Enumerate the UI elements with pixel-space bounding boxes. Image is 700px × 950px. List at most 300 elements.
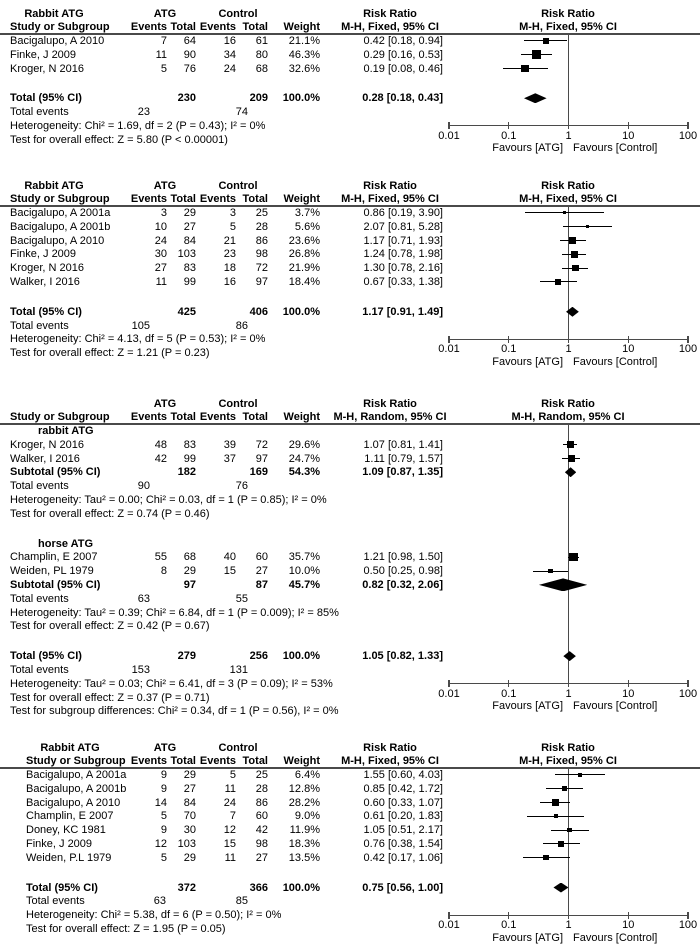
cell-value: 80 — [255, 48, 268, 61]
cell-value: 86 — [255, 234, 268, 247]
cell-value: 279 — [177, 650, 196, 663]
total-events-label: Total events — [26, 895, 85, 908]
cell-value: 24 — [223, 62, 236, 75]
effect-square — [562, 786, 567, 791]
cell-value: 5 — [229, 220, 236, 233]
summary-diamond — [524, 93, 547, 103]
column-header-weight: Weight — [283, 754, 320, 767]
study-row-label: Bacigalupo, A 2010 — [10, 234, 105, 247]
column-header-total: Total — [170, 410, 196, 423]
cell-value: 34 — [223, 48, 236, 61]
axis-tick-label: 0.1 — [501, 919, 517, 932]
axis-tick-label: 0.01 — [438, 129, 460, 142]
plot-title: Risk Ratio — [541, 398, 595, 410]
axis-tick-label: 100 — [678, 343, 698, 356]
column-group-atg: ATG — [153, 8, 177, 20]
cell-value: 45.7% — [288, 578, 320, 591]
cell-value: 26.8% — [288, 248, 320, 261]
effect-estimate-text: 1.05 [0.82, 1.33] — [362, 650, 443, 663]
cell-value: 8 — [160, 565, 167, 578]
cell-value: 64 — [183, 34, 196, 47]
cell-value: 9 — [160, 782, 167, 795]
axis-tick-label: 1 — [565, 687, 572, 700]
cell-value: 16 — [223, 275, 236, 288]
effect-estimate-text: 0.42 [0.18, 0.94] — [363, 34, 443, 47]
effect-square — [586, 225, 589, 228]
favours-label-right: Favours [Control] — [573, 931, 658, 944]
cell-value: 29 — [183, 565, 196, 578]
axis-tick-label: 10 — [622, 687, 635, 700]
column-header-study: Study or Subgroup — [10, 20, 110, 33]
center-line — [568, 33, 569, 126]
column-header-weight: Weight — [283, 192, 320, 205]
note-text: Test for overall effect: Z = 0.42 (P = 0.67) — [10, 620, 210, 633]
effect-square — [555, 279, 561, 285]
axis-tick — [628, 680, 629, 687]
column-header-events: Events — [130, 754, 167, 767]
total-row-label: Total (95% CI) — [10, 92, 82, 105]
study-row-label: Kroger, N 2016 — [10, 438, 84, 451]
effect-estimate-text: 1.21 [0.98, 1.50] — [363, 551, 443, 564]
effect-square — [563, 211, 566, 214]
column-header-study: Study or Subgroup — [10, 192, 110, 205]
axis-tick — [687, 336, 688, 343]
cell-value: 105 — [131, 319, 150, 332]
column-group-risk-ratio: Risk Ratio — [363, 742, 417, 754]
cell-value: 99 — [183, 452, 196, 465]
cell-value: 72 — [255, 438, 268, 451]
cell-value: 256 — [249, 650, 268, 663]
note-text: Heterogeneity: Chi² = 4.13, df = 5 (P = 0.53); I² = 0% — [10, 333, 266, 346]
cell-value: 97 — [255, 452, 268, 465]
cell-value: 9 — [160, 768, 167, 781]
effect-square — [569, 553, 577, 561]
axis-tick-label: 100 — [678, 687, 698, 700]
cell-value: 3.7% — [294, 206, 320, 219]
cell-value: 209 — [249, 92, 268, 105]
column-group-control: Control — [218, 180, 258, 192]
cell-value: 13.5% — [288, 851, 320, 864]
effect-estimate-text: 1.24 [0.78, 1.98] — [363, 248, 443, 261]
cell-value: 30 — [154, 248, 167, 261]
cell-value: 3 — [229, 206, 236, 219]
axis-tick-label: 0.01 — [438, 919, 460, 932]
total-events-label: Total events — [10, 480, 69, 493]
axis-tick — [508, 912, 509, 919]
summary-diamond — [563, 651, 576, 661]
study-row-label: Finke, J 2009 — [10, 48, 77, 61]
axis-tick — [448, 336, 449, 343]
column-header-weight: Weight — [283, 410, 320, 423]
effect-estimate-text: 1.30 [0.78, 2.16] — [363, 262, 443, 275]
cell-value: 90 — [137, 480, 150, 493]
cell-value: 182 — [177, 466, 196, 479]
study-row-label: Bacigalupo, A 2001b — [26, 782, 127, 795]
cell-value: 21.9% — [288, 262, 320, 275]
cell-value: 372 — [177, 881, 196, 894]
cell-value: 86 — [235, 319, 248, 332]
cell-value: 12.8% — [288, 782, 320, 795]
effect-estimate-text: 0.28 [0.18, 0.43] — [362, 92, 443, 105]
total-row-label: Subtotal (95% CI) — [10, 466, 101, 479]
column-header-total: Total — [170, 754, 196, 767]
cell-value: 28 — [255, 220, 268, 233]
column-header-method: M-H, Fixed, 95% CI — [341, 192, 439, 205]
effect-estimate-text: 0.82 [0.32, 2.06] — [362, 578, 443, 591]
axis-tick — [568, 122, 569, 129]
effect-estimate-text: 0.50 [0.25, 0.98] — [363, 565, 443, 578]
column-header-events: Events — [199, 20, 236, 33]
column-header-total: Total — [242, 192, 268, 205]
cell-value: 46.3% — [288, 48, 320, 61]
axis-tick-label: 10 — [622, 129, 635, 142]
cell-value: 10 — [154, 220, 167, 233]
axis-tick — [448, 122, 449, 129]
cell-value: 55 — [154, 551, 167, 564]
effect-square — [552, 799, 559, 806]
effect-square — [567, 828, 572, 833]
cell-value: 74 — [235, 106, 248, 119]
axis-tick — [448, 680, 449, 687]
axis-tick-label: 100 — [678, 129, 698, 142]
effect-estimate-text: 1.07 [0.81, 1.41] — [363, 438, 443, 451]
axis-tick — [508, 336, 509, 343]
note-text: Test for overall effect: Z = 5.80 (P < 0.00001) — [10, 133, 228, 146]
plot-title: Risk Ratio — [541, 8, 595, 20]
favours-label-right: Favours [Control] — [573, 355, 658, 368]
cell-value: 100.0% — [282, 92, 320, 105]
axis-tick — [568, 912, 569, 919]
plot-title: Risk Ratio — [541, 180, 595, 192]
study-row-label: Bacigalupo, A 2001a — [10, 206, 111, 219]
study-row-label: Bacigalupo, A 2001a — [26, 768, 127, 781]
cell-value: 15 — [223, 837, 236, 850]
cell-value: 39 — [223, 438, 236, 451]
effect-square — [578, 773, 581, 776]
cell-value: 76 — [183, 62, 196, 75]
cell-value: 406 — [249, 305, 268, 318]
effect-estimate-text: 0.60 [0.33, 1.07] — [363, 796, 443, 809]
cell-value: 83 — [183, 262, 196, 275]
cell-value: 29 — [183, 206, 196, 219]
note-text: Heterogeneity: Chi² = 5.38, df = 6 (P = 0.50); I² = 0% — [26, 909, 282, 922]
total-row-label: Total (95% CI) — [26, 881, 98, 894]
cell-value: 23 — [137, 106, 150, 119]
effect-square — [532, 50, 541, 59]
study-row-label: Bacigalupo, A 2010 — [26, 796, 121, 809]
cell-value: 28.2% — [288, 796, 320, 809]
favours-label-right: Favours [Control] — [573, 142, 658, 155]
cell-value: 97 — [183, 578, 196, 591]
cell-value: 15 — [223, 565, 236, 578]
cell-value: 86 — [255, 796, 268, 809]
column-header-total: Total — [242, 410, 268, 423]
column-header-method: M-H, Fixed, 95% CI — [341, 20, 439, 33]
study-row-label: Walker, I 2016 — [10, 275, 80, 288]
effect-square — [543, 38, 549, 44]
study-row-label: Champlin, E 2007 — [26, 810, 114, 823]
cell-value: 28 — [255, 782, 268, 795]
note-text: Test for overall effect: Z = 1.95 (P = 0.05) — [26, 922, 226, 935]
cell-value: 5 — [160, 851, 167, 864]
column-header-events: Events — [199, 410, 236, 423]
cell-value: 18.4% — [288, 275, 320, 288]
axis-tick-label: 100 — [678, 919, 698, 932]
effect-estimate-text: 0.29 [0.16, 0.53] — [363, 48, 443, 61]
cell-value: 68 — [255, 62, 268, 75]
effect-estimate-text: 1.11 [0.79, 1.57] — [364, 452, 443, 465]
column-header-events: Events — [130, 410, 167, 423]
axis-tick-label: 0.01 — [438, 343, 460, 356]
panel-title: Rabbit ATG — [40, 742, 100, 754]
column-header-events: Events — [199, 192, 236, 205]
axis-tick — [448, 912, 449, 919]
cell-value: 23 — [223, 248, 236, 261]
cell-value: 90 — [183, 48, 196, 61]
total-events-label: Total events — [10, 592, 69, 605]
cell-value: 98 — [255, 248, 268, 261]
cell-value: 100.0% — [282, 650, 320, 663]
cell-value: 103 — [177, 837, 196, 850]
axis-tick — [687, 122, 688, 129]
cell-value: 29 — [183, 851, 196, 864]
column-group-control: Control — [218, 742, 258, 754]
cell-value: 27 — [183, 220, 196, 233]
cell-value: 68 — [183, 551, 196, 564]
effect-estimate-text: 2.07 [0.81, 5.28] — [363, 220, 443, 233]
study-row-label: Doney, KC 1981 — [26, 824, 106, 837]
axis-tick — [508, 680, 509, 687]
effect-estimate-text: 1.17 [0.91, 1.49] — [362, 305, 443, 318]
total-events-label: Total events — [10, 663, 69, 676]
cell-value: 35.7% — [288, 551, 320, 564]
cell-value: 366 — [249, 881, 268, 894]
cell-value: 6.4% — [294, 768, 320, 781]
cell-value: 5 — [229, 768, 236, 781]
cell-value: 24 — [154, 234, 167, 247]
cell-value: 70 — [183, 810, 196, 823]
panel-title: Rabbit ATG — [24, 8, 84, 20]
plot-header-method: M-H, Fixed, 95% CI — [519, 754, 617, 767]
plot-header-method: M-H, Random, 95% CI — [511, 410, 625, 423]
cell-value: 9 — [160, 824, 167, 837]
column-header-total: Total — [242, 754, 268, 767]
effect-estimate-text: 1.09 [0.87, 1.35] — [362, 466, 443, 479]
effect-square — [568, 455, 575, 462]
cell-value: 12 — [154, 837, 167, 850]
column-header-study: Study or Subgroup — [10, 410, 110, 423]
cell-value: 11 — [155, 275, 167, 288]
axis-tick-label: 10 — [622, 919, 635, 932]
cell-value: 60 — [255, 810, 268, 823]
cell-value: 103 — [177, 248, 196, 261]
axis-tick — [628, 122, 629, 129]
cell-value: 5.6% — [294, 220, 320, 233]
axis-tick-label: 0.01 — [438, 687, 460, 700]
effect-estimate-text: 1.05 [0.51, 2.17] — [363, 824, 443, 837]
column-group-control: Control — [218, 8, 258, 20]
cell-value: 98 — [255, 837, 268, 850]
effect-estimate-text: 0.67 [0.33, 1.38] — [363, 275, 443, 288]
cell-value: 99 — [183, 275, 196, 288]
column-header-method: M-H, Fixed, 95% CI — [341, 754, 439, 767]
cell-value: 27 — [154, 262, 167, 275]
cell-value: 18.3% — [288, 837, 320, 850]
plot-title: Risk Ratio — [541, 742, 595, 754]
cell-value: 85 — [235, 895, 248, 908]
plot-header-method: M-H, Fixed, 95% CI — [519, 20, 617, 33]
study-row-label: Finke, J 2009 — [26, 837, 93, 850]
cell-value: 18 — [223, 262, 236, 275]
note-text: Test for overall effect: Z = 1.21 (P = 0.23) — [10, 347, 210, 360]
column-group-risk-ratio: Risk Ratio — [363, 180, 417, 192]
column-header-total: Total — [242, 20, 268, 33]
total-events-label: Total events — [10, 106, 69, 119]
cell-value: 25 — [255, 768, 268, 781]
effect-estimate-text: 1.55 [0.60, 4.03] — [363, 768, 443, 781]
favours-label-left: Favours [ATG] — [492, 355, 563, 368]
note-text: Heterogeneity: Tau² = 0.03; Chi² = 6.41, df = 3 (P = 0.09); I² = 53% — [10, 677, 333, 690]
cell-value: 11 — [224, 782, 236, 795]
cell-value: 27 — [255, 565, 268, 578]
effect-square — [572, 265, 578, 271]
axis-tick-label: 1 — [565, 129, 572, 142]
effect-estimate-text: 0.85 [0.42, 1.72] — [363, 782, 443, 795]
cell-value: 21 — [223, 234, 236, 247]
column-group-atg: ATG — [153, 742, 177, 754]
cell-value: 9.0% — [294, 810, 320, 823]
effect-square — [567, 441, 575, 449]
cell-value: 425 — [177, 305, 196, 318]
cell-value: 24.7% — [288, 452, 320, 465]
effect-estimate-text: 1.17 [0.71, 1.93] — [363, 234, 443, 247]
cell-value: 14 — [154, 796, 167, 809]
cell-value: 25 — [255, 206, 268, 219]
cell-value: 24 — [223, 796, 236, 809]
cell-value: 87 — [255, 578, 268, 591]
axis-tick — [628, 336, 629, 343]
cell-value: 230 — [177, 92, 196, 105]
study-row-label: Champlin, E 2007 — [10, 551, 98, 564]
cell-value: 16 — [223, 34, 236, 47]
cell-value: 55 — [235, 592, 248, 605]
axis-tick-label: 10 — [622, 343, 635, 356]
summary-diamond — [565, 467, 576, 477]
cell-value: 21.1% — [288, 34, 320, 47]
cell-value: 23.6% — [288, 234, 320, 247]
cell-value: 63 — [137, 592, 150, 605]
cell-value: 83 — [183, 438, 196, 451]
cell-value: 76 — [235, 480, 248, 493]
axis-tick — [687, 680, 688, 687]
effect-estimate-text: 0.86 [0.19, 3.90] — [363, 206, 443, 219]
cell-value: 153 — [131, 663, 150, 676]
effect-estimate-text: 0.76 [0.38, 1.54] — [363, 837, 443, 850]
axis-tick-label: 0.1 — [501, 129, 517, 142]
cell-value: 32.6% — [288, 62, 320, 75]
cell-value: 7 — [160, 34, 167, 47]
cell-value: 42 — [154, 452, 167, 465]
total-events-label: Total events — [10, 319, 69, 332]
cell-value: 72 — [255, 262, 268, 275]
cell-value: 30 — [183, 824, 196, 837]
cell-value: 97 — [255, 275, 268, 288]
note-text: Heterogeneity: Tau² = 0.00; Chi² = 0.03, df = 1 (P = 0.85); I² = 0% — [10, 493, 327, 506]
effect-square — [521, 65, 529, 73]
cell-value: 11 — [155, 48, 167, 61]
cell-value: 11 — [224, 851, 236, 864]
total-row-label: Subtotal (95% CI) — [10, 578, 101, 591]
column-group-atg: ATG — [153, 180, 177, 192]
column-header-total: Total — [170, 20, 196, 33]
column-header-study: Study or Subgroup — [26, 754, 126, 767]
cell-value: 5 — [160, 810, 167, 823]
cell-value: 27 — [183, 782, 196, 795]
cell-value: 29.6% — [288, 438, 320, 451]
favours-label-right: Favours [Control] — [573, 700, 658, 713]
study-row-label: Weiden, PL 1979 — [10, 565, 94, 578]
axis-tick-label: 0.1 — [501, 343, 517, 356]
summary-diamond — [553, 883, 568, 893]
note-text: Heterogeneity: Chi² = 1.69, df = 2 (P = 0.43); I² = 0% — [10, 119, 266, 132]
axis-tick-label: 1 — [565, 343, 572, 356]
cell-value: 48 — [154, 438, 167, 451]
cell-value: 100.0% — [282, 881, 320, 894]
axis-tick-label: 1 — [565, 919, 572, 932]
cell-value: 11.9% — [289, 824, 320, 837]
cell-value: 5 — [160, 62, 167, 75]
cell-value: 84 — [183, 796, 196, 809]
cell-value: 10.0% — [288, 565, 320, 578]
note-text: Heterogeneity: Tau² = 0.39; Chi² = 6.84, df = 1 (P = 0.009); I² = 85% — [10, 606, 339, 619]
cell-value: 169 — [249, 466, 268, 479]
study-row-label: Weiden, P.L 1979 — [26, 851, 112, 864]
axis-tick — [628, 912, 629, 919]
cell-value: 60 — [255, 551, 268, 564]
effect-square — [543, 855, 548, 860]
panel-title: Rabbit ATG — [24, 180, 84, 192]
cell-value: 29 — [183, 768, 196, 781]
total-row-label: Total (95% CI) — [10, 305, 82, 318]
effect-square — [569, 237, 576, 244]
favours-label-left: Favours [ATG] — [492, 700, 563, 713]
subgroup-header: horse ATG — [38, 537, 94, 550]
total-row-label: Total (95% CI) — [10, 650, 82, 663]
note-text: Test for overall effect: Z = 0.37 (P = 0.71) — [10, 691, 210, 704]
summary-diamond — [539, 578, 587, 591]
cell-value: 12 — [223, 824, 236, 837]
cell-value: 63 — [153, 895, 166, 908]
cell-value: 37 — [223, 452, 236, 465]
axis-tick — [508, 122, 509, 129]
cell-value: 84 — [183, 234, 196, 247]
cell-value: 42 — [255, 824, 268, 837]
cell-value: 61 — [255, 34, 268, 47]
note-text: Test for overall effect: Z = 0.74 (P = 0.46) — [10, 507, 210, 520]
header-rule — [0, 423, 700, 425]
favours-label-left: Favours [ATG] — [492, 142, 563, 155]
cell-value: 100.0% — [282, 305, 320, 318]
cell-value: 3 — [160, 206, 167, 219]
effect-square — [548, 569, 552, 573]
study-row-label: Bacigalupo, A 2010 — [10, 34, 105, 47]
study-row-label: Kroger, N 2016 — [10, 262, 84, 275]
column-header-events: Events — [130, 20, 167, 33]
favours-label-left: Favours [ATG] — [492, 931, 563, 944]
column-header-method: M-H, Random, 95% CI — [333, 410, 447, 423]
cell-value: 40 — [223, 551, 236, 564]
effect-square — [571, 251, 578, 258]
